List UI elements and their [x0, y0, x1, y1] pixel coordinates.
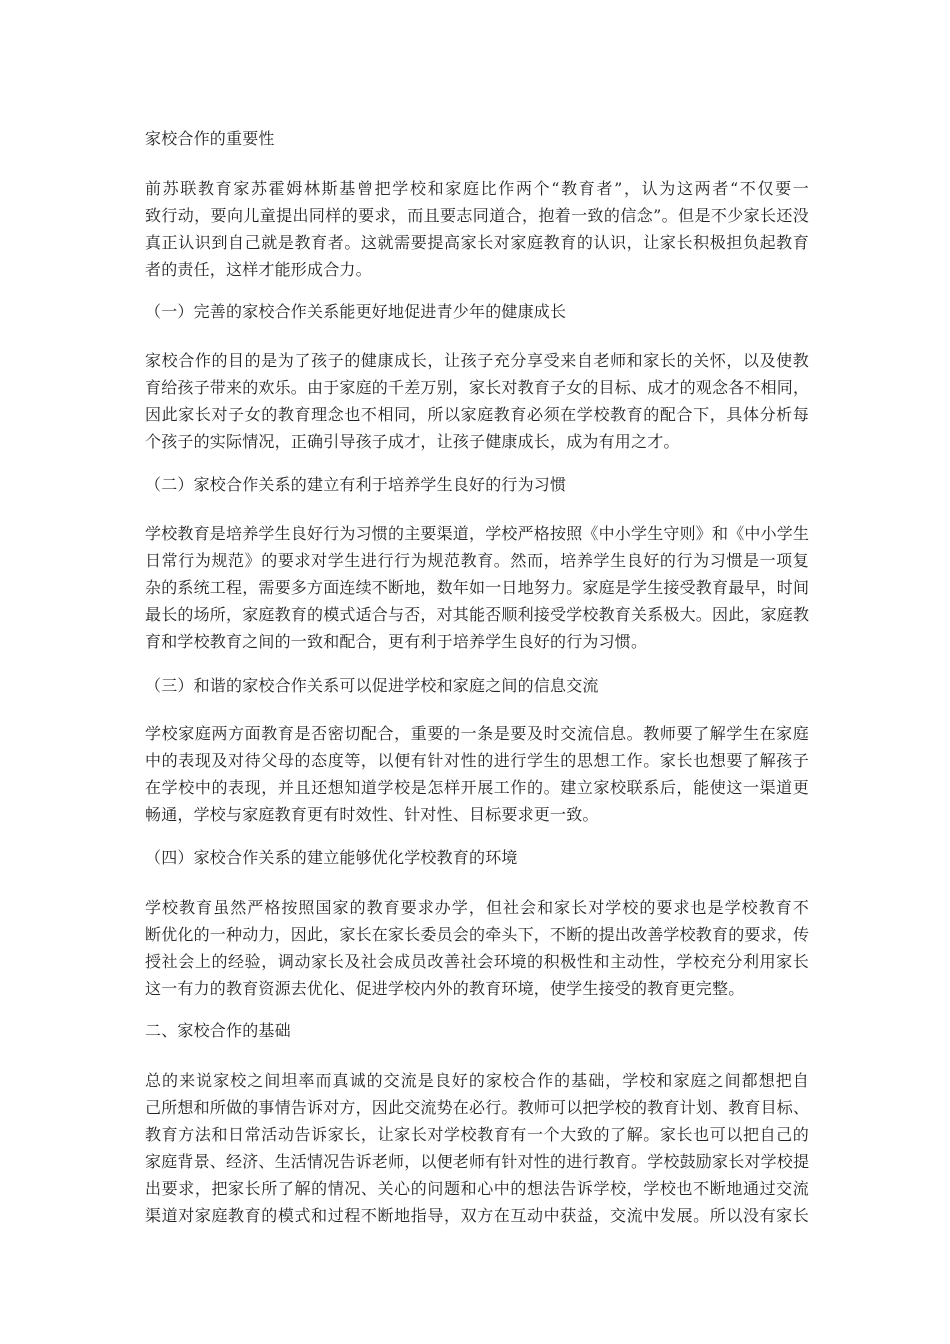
paragraph-line: 育和学校教育之间的一致和配合，更有利于培养学生良好的行为习惯。 — [145, 632, 648, 651]
paragraph-line: 总的来说家校之间坦率而真诚的交流是良好的家校合作的基础，学校和家庭之间都想把自 — [145, 1071, 809, 1090]
paragraph-line: 学校教育虽然严格按照国家的教育要求办学，但社会和家长对学校的要求也是学校教育不 — [145, 898, 809, 917]
paragraph-line: 出要求，把家长所了解的情况、关心的问题和心中的想法告诉学校，学校也不断地通过交流 — [145, 1179, 809, 1198]
section-heading-2: （二）家校合作关系的建立有利于培养学生良好的行为习惯 — [145, 475, 567, 494]
paragraph-line: 渠道对家庭教育的模式和过程不断地指导，双方在互动中获益，交流中发展。所以没有家长 — [145, 1206, 809, 1225]
paragraph-line: 因此家长对子女的教育理念也不相同，所以家庭教育必须在学校教育的配合下，具体分析每 — [145, 405, 809, 424]
paragraph-line: 在学校中的表现，并且还想知道学校是怎样开展工作的。建立家校联系后，能使这一渠道更 — [145, 778, 809, 797]
paragraph-line: 个孩子的实际情况，正确引导孩子成才，让孩子健康成长，成为有用之才。 — [145, 432, 680, 451]
paragraph-line: 畅通，学校与家庭教育更有时效性、针对性、目标要求更一致。 — [145, 805, 599, 824]
paragraph-line: 家庭背景、经济、生活情况告诉老师，以便老师有针对性的进行教育。学校鼓励家长对学校提 — [145, 1152, 809, 1171]
paragraph-line: 学校家庭两方面教育是否密切配合，重要的一条是要及时交流信息。教师要了解学生在家庭 — [145, 724, 809, 743]
paragraph-line: 教育方法和日常活动告诉家长，让家长对学校教育有一个大致的了解。家长也可以把自己的 — [145, 1125, 809, 1144]
paragraph-line: 杂的系统工程，需要多方面连续不断地，数年如一日地努力。家庭是学生接受教育最早，时间 — [145, 578, 809, 597]
paragraph-line: 最长的场所，家庭教育的模式适合与否，对其能否顺利接受学校教育关系极大。因此，家庭教 — [145, 605, 809, 624]
intro-paragraph — [145, 177, 809, 285]
paragraph-line: 致行动，要向儿童提出同样的要求，而且要志同道合，抱着一致的信念”。但是不少家长还没 — [145, 206, 809, 225]
paragraph-line: 前苏联教育家苏霍姆林斯基曾把学校和家庭比作两个“教育者”，认为这两者“不仅要一 — [145, 179, 809, 198]
paragraph-line: 真正认识到自己就是教育者。这就需要提高家长对家庭教育的认识，让家长积极担负起教育 — [145, 233, 809, 252]
paragraph-line: 中的表现及对待父母的态度等，以便有针对性的进行学生的思想工作。家长也想要了解孩子 — [145, 751, 809, 770]
paragraph-line: 这一有力的教育资源去优化、促进学校内外的教育环境，使学生接受的教育更完整。 — [145, 979, 745, 998]
part-2-heading: 二、家校合作的基础 — [145, 1021, 291, 1040]
paragraph-line: 授社会上的经验，调动家长及社会成员改善社会环境的积极性和主动性，学校充分利用家长 — [145, 952, 809, 971]
paragraph-line: 家校合作的目的是为了孩子的健康成长，让孩子充分享受来自老师和家长的关怀，以及使教 — [145, 351, 809, 370]
section-heading-3: （三）和谐的家校合作关系可以促进学校和家庭之间的信息交流 — [145, 676, 599, 695]
section-1-paragraph — [145, 349, 809, 457]
section-heading-1: （一）完善的家校合作关系能更好地促进青少年的健康成长 — [145, 302, 567, 321]
section-3-paragraph — [145, 722, 809, 830]
paragraph-line: 断优化的一种动力，因此，家长在家长委员会的牵头下，不断的提出改善学校教育的要求，传 — [145, 925, 809, 944]
paragraph-line: 育给孩子带来的欢乐。由于家庭的千差万别，家长对教育子女的目标、成才的观念各不相同， — [145, 378, 809, 397]
paragraph-line: 日常行为规范》的要求对学生进行行为规范教育。然而，培养学生良好的行为习惯是一项复 — [145, 551, 809, 570]
paragraph-line: 学校教育是培养学生良好行为习惯的主要渠道，学校严格按照《中小学生守则》和《中小学生 — [145, 524, 809, 543]
document-title: 家校合作的重要性 — [145, 129, 275, 148]
paragraph-line: 己所想和所做的事情告诉对方，因此交流势在必行。教师可以把学校的教育计划、教育目标、 — [145, 1098, 809, 1117]
part-2-paragraph — [145, 1069, 809, 1231]
paragraph-line: 者的责任，这样才能形成合力。 — [145, 260, 372, 279]
section-heading-4: （四）家校合作关系的建立能够优化学校教育的环境 — [145, 848, 518, 867]
section-2-paragraph — [145, 522, 809, 657]
section-4-paragraph — [145, 896, 809, 1004]
